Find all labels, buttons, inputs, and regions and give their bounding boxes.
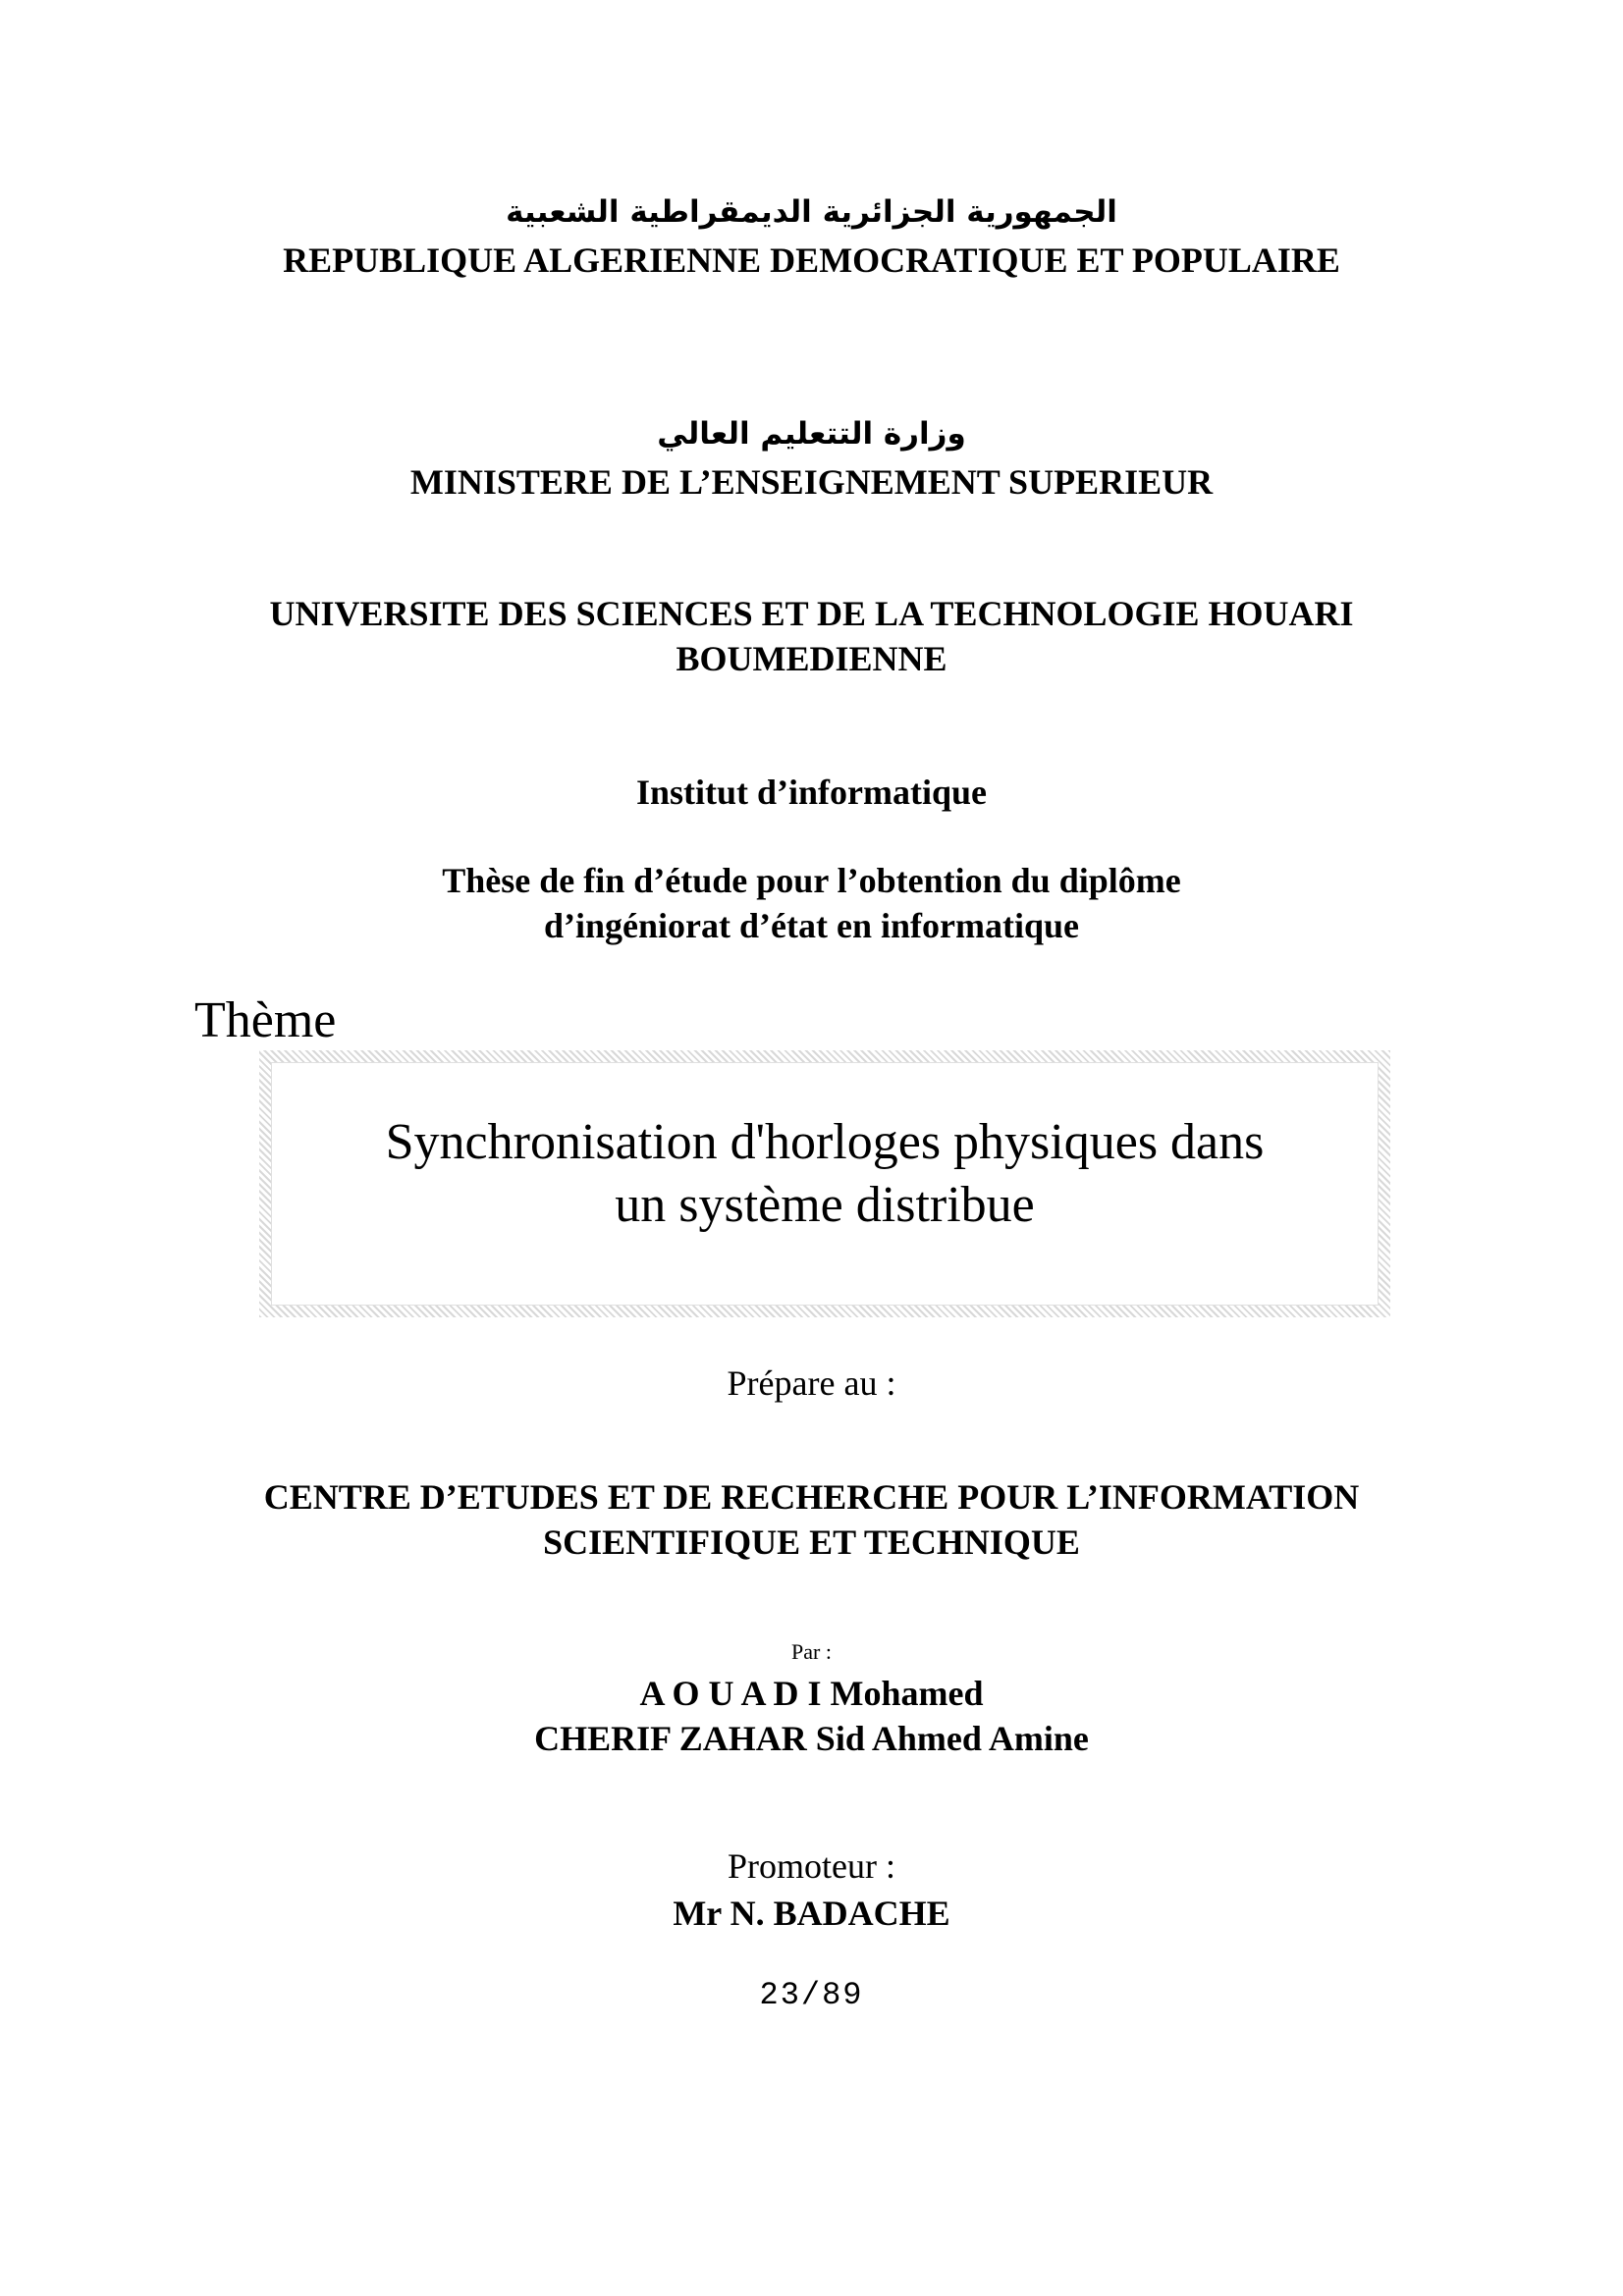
ministry-heading: MINISTERE DE L’ENSEIGNEMENT SUPERIEUR [409, 462, 1214, 502]
thesis-title-frame [259, 1050, 1390, 1317]
research-center-line1: CENTRE D’ETUDES ET DE RECHERCHE POUR L’INFORMATION [263, 1477, 1360, 1517]
arabic-ministry-heading: وزارة التتعليم العالي [657, 416, 966, 452]
thesis-title-line2: un système distribue [615, 1177, 1035, 1233]
thesis-purpose-line2: d’ingéniorat d’état en informatique [544, 906, 1079, 945]
reference-number: 23/89 [759, 1977, 864, 2013]
author-name: A O U A D I Mohamed [639, 1674, 984, 1713]
authors-label: Par : [791, 1639, 832, 1664]
thesis-purpose-line1: Thèse de fin d’étude pour l’obtention du diplôme [442, 861, 1181, 900]
author-name: CHERIF ZAHAR Sid Ahmed Amine [534, 1719, 1089, 1758]
prepared-at-label: Prépare au : [727, 1363, 896, 1403]
university-heading-line2: BOUMEDIENNE [676, 639, 947, 678]
research-center-line2: SCIENTIFIQUE ET TECHNIQUE [543, 1522, 1080, 1562]
theme-label: Thème [194, 992, 337, 1048]
republic-heading: REPUBLIQUE ALGERIENNE DEMOCRATIQUE ET POPULAIRE [283, 240, 1340, 280]
institute-heading: Institut d’informatique [635, 773, 988, 812]
supervisor-name: Mr N. BADACHE [673, 1894, 950, 1933]
supervisor-label: Promoteur : [728, 1846, 895, 1886]
thesis-title-line1: Synchronisation d'horloges physiques dans [385, 1114, 1265, 1170]
university-heading-line1: UNIVERSITE DES SCIENCES ET DE LA TECHNOLOGIE HOUARI [269, 594, 1354, 633]
arabic-republic-heading: الجمهورية الجزائرية الديمقراطية الشعبية [506, 194, 1117, 230]
